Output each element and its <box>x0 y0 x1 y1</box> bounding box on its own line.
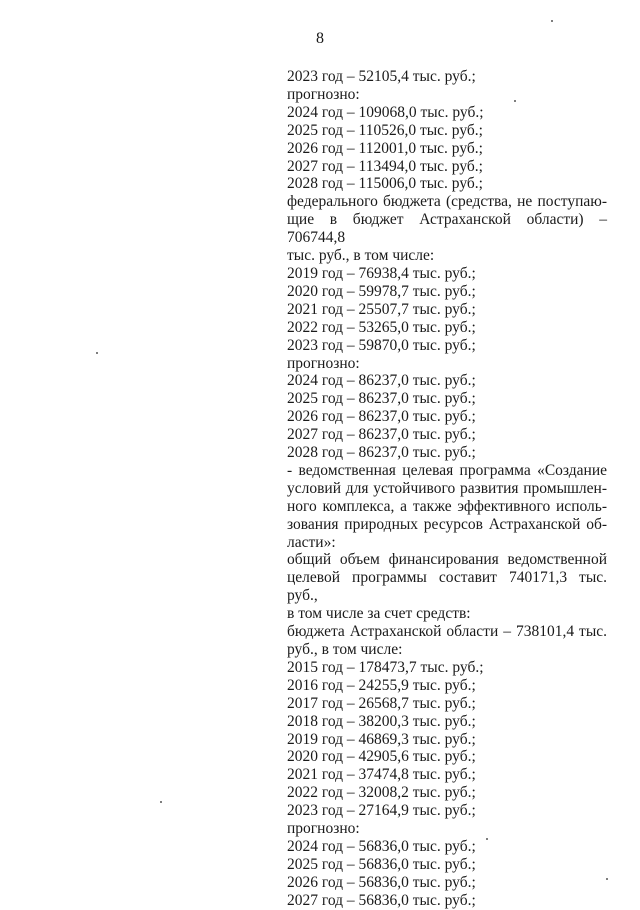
text-line: 2022 год – 32008,2 тыс. руб.; <box>287 784 476 802</box>
text-line: 2025 год – 56836,0 тыс. руб.; <box>287 855 476 873</box>
text-line: 2019 год – 46869,3 тыс. руб.; <box>287 730 476 748</box>
text-line: зования природных ресурсов Астраханской об- <box>287 515 607 533</box>
text-line: 2024 год – 109068,0 тыс. руб.; <box>287 103 484 121</box>
text-line: 2020 год – 42905,6 тыс. руб.; <box>287 748 476 766</box>
text-line: руб., в том числе: <box>287 641 403 658</box>
text-line: 2023 год – 52105,4 тыс. руб.; <box>287 68 476 85</box>
text-line: 2024 год – 86237,0 тыс. руб.; <box>287 372 476 390</box>
text-line: 2020 год – 59978,7 тыс. руб.; <box>287 282 476 300</box>
page-number: 8 <box>316 30 324 47</box>
text-line: 2022 год – 53265,0 тыс. руб.; <box>287 318 476 336</box>
scan-speck <box>96 352 98 354</box>
text-line: прогнозно: <box>287 820 360 838</box>
text-line: 2026 год – 56836,0 тыс. руб.; <box>287 873 476 891</box>
text-line: 2018 год – 38200,3 тыс. руб.; <box>287 712 476 730</box>
text-line: 2028 год – 115006,0 тыс. руб.; <box>287 175 483 193</box>
text-line: 2021 год – 37474,8 тыс. руб.; <box>287 766 476 784</box>
text-line: 2016 год – 24255,9 тыс. руб.; <box>287 676 476 694</box>
text-line: 2026 год – 112001,0 тыс. руб.; <box>287 139 483 157</box>
text-line: прогнозно: <box>287 354 360 372</box>
scan-speck <box>514 100 516 102</box>
text-line: 2027 год – 86237,0 тыс. руб.; <box>287 426 476 444</box>
text-line: целевой программы составит 740171,3 тыс. руб., <box>287 569 607 605</box>
text-line: прогнозно: <box>287 85 360 103</box>
text-line: 2023 год – 27164,9 тыс. руб.; <box>287 802 476 820</box>
text-line: бюджета Астраханской области – 738101,4 тыс. <box>287 623 607 641</box>
text-column <box>287 68 607 910</box>
text-line: 2025 год – 110526,0 тыс. руб.; <box>287 121 483 139</box>
text-line: 2027 год – 56836,0 тыс. руб.; <box>287 891 476 909</box>
text-line: 2026 год – 86237,0 тыс. руб.; <box>287 408 476 426</box>
text-line: ласти»: <box>287 533 336 551</box>
scan-speck <box>551 20 553 22</box>
text-line: - ведомственная целевая программа «Создание <box>287 461 607 479</box>
text-line: 2027 год – 113494,0 тыс. руб.; <box>287 157 483 175</box>
scan-speck <box>160 801 162 803</box>
text-line: 2025 год – 86237,0 тыс. руб.; <box>287 390 476 408</box>
text-line: условий для устойчивого развития промышлен- <box>287 479 607 497</box>
text-line: тыс. руб., в том числе: <box>287 247 435 265</box>
text-line: 2017 год – 26568,7 тыс. руб.; <box>287 694 476 712</box>
text-line: щие в бюджет Астраханской области) – 706744,8 <box>287 211 607 247</box>
text-line: 2024 год – 56836,0 тыс. руб.; <box>287 837 476 855</box>
scan-speck <box>486 838 488 840</box>
text-line: в том числе за счет средств: <box>287 605 471 623</box>
text-line: 2015 год – 178473,7 тыс. руб.; <box>287 658 484 676</box>
text-line: общий объем финансирования ведомственной <box>287 551 607 569</box>
scan-speck <box>606 878 608 880</box>
text-line: ного комплекса, а также эффективного исполь- <box>287 497 607 515</box>
text-line: 2021 год – 25507,7 тыс. руб.; <box>287 300 476 318</box>
text-line: 2019 год – 76938,4 тыс. руб.; <box>287 264 476 282</box>
text-line: федерального бюджета (средства, не поступаю- <box>287 193 607 211</box>
text-line: 2028 год – 86237,0 тыс. руб.; <box>287 444 476 462</box>
text-line: 2023 год – 59870,0 тыс. руб.; <box>287 336 476 354</box>
